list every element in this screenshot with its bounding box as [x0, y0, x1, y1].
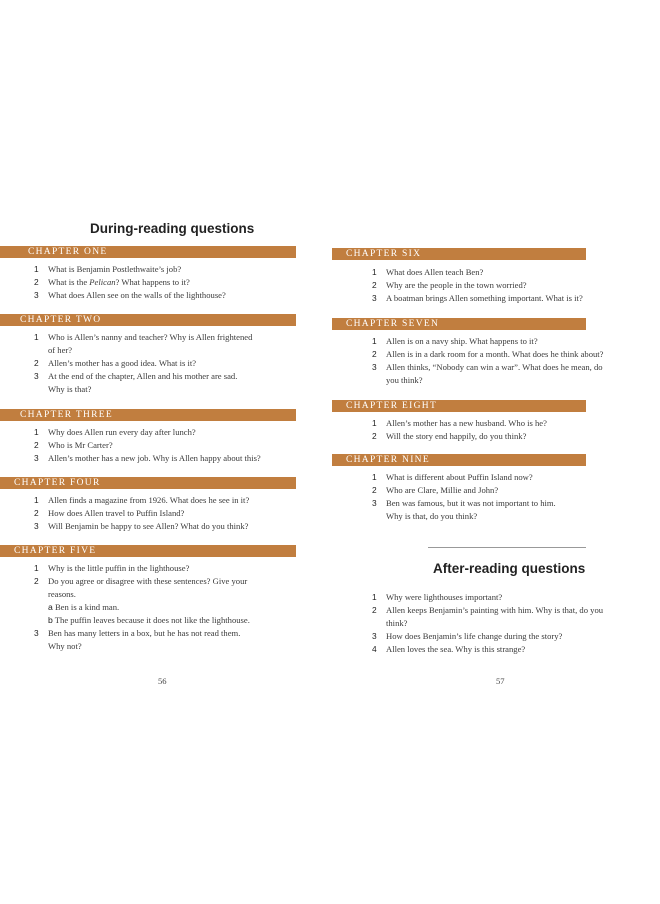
- list-item: 1 Allen finds a magazine from 1926. What does he see in it?: [34, 495, 250, 505]
- list-item: 3 A boatman brings Allen something important. What is it?: [372, 293, 583, 303]
- list-item: 3 What does Allen see on the walls of the lighthouse?: [34, 290, 226, 300]
- chapter-eight-heading: CHAPTER EIGHT: [332, 400, 586, 412]
- list-item: 1 What is Benjamin Postlethwaite’s job?: [34, 264, 182, 274]
- list-item: 2 Allen is in a dark room for a month. What does he think about?: [372, 349, 604, 359]
- list-item: 2 What is the Pelican? What happens to it?: [34, 277, 190, 287]
- list-item: 3 How does Benjamin’s life change during the story?: [372, 631, 563, 641]
- list-item: 2 Who is Mr Carter?: [34, 440, 113, 450]
- list-item: 3 Will Benjamin be happy to see Allen? What do you think?: [34, 521, 249, 531]
- list-item: 2 Do you agree or disagree with these sentences? Give your reasons.: [34, 576, 248, 599]
- during-reading-title: During-reading questions: [90, 221, 255, 236]
- list-item: 2 Allen’s mother has a good idea. What is it?: [34, 358, 197, 368]
- list-item: 3 At the end of the chapter, Allen and his mother are sad. Why is that?: [34, 371, 238, 394]
- chapter-three-heading: CHAPTER THREE: [0, 409, 296, 421]
- list-item: 2 Will the story end happily, do you think?: [372, 431, 527, 441]
- chapter-four-heading: CHAPTER FOUR: [0, 477, 296, 489]
- list-item: 1 Why does Allen run every day after lunch?: [34, 427, 196, 437]
- after-reading-title: After-reading questions: [433, 561, 586, 576]
- section-divider: [428, 547, 586, 548]
- chapter-two-heading: CHAPTER TWO: [0, 314, 296, 326]
- list-item: 3 Allen thinks, “Nobody can win a war”. What does he mean, do you think?: [372, 362, 603, 385]
- chapter-seven-heading: CHAPTER SEVEN: [332, 318, 586, 330]
- chapter-six-heading: CHAPTER SIX: [332, 248, 586, 260]
- sub-item-a: a Ben is a kind man.: [48, 602, 120, 612]
- pelican-italic: Pelican: [89, 277, 116, 287]
- chapter-nine-heading: CHAPTER NINE: [332, 454, 586, 466]
- list-item: 1 Why is the little puffin in the lighthouse?: [34, 563, 190, 573]
- page-number: 57: [496, 676, 505, 686]
- list-item: 1 What does Allen teach Ben?: [372, 267, 484, 277]
- list-item: 3 Ben has many letters in a box, but he has not read them. Why not?: [34, 628, 241, 651]
- list-item: 3 Allen’s mother has a new job. Why is Allen happy about this?: [34, 453, 261, 463]
- list-item: 3 Ben was famous, but it was not important to him. Why is that, do you think?: [372, 498, 556, 521]
- list-item: 1 Allen’s mother has a new husband. Who is he?: [372, 418, 547, 428]
- list-item: 1 Why were lighthouses important?: [372, 592, 503, 602]
- list-item: 2 Allen keeps Benjamin’s painting with him. Why is that, do you think?: [372, 605, 604, 628]
- list-item: 1 What is different about Puffin Island now?: [372, 472, 533, 482]
- chapter-five-heading: CHAPTER FIVE: [0, 545, 296, 557]
- list-item: 1 Who is Allen’s nanny and teacher? Why is Allen frightened of her?: [34, 332, 253, 355]
- page-number: 56: [158, 676, 167, 686]
- right-page: [330, 0, 660, 904]
- list-item: 2 Who are Clare, Millie and John?: [372, 485, 499, 495]
- list-item: 4 Allen loves the sea. Why is this strange?: [372, 644, 526, 654]
- list-item: 2 How does Allen travel to Puffin Island?: [34, 508, 185, 518]
- list-item: 2 Why are the people in the town worried?: [372, 280, 527, 290]
- chapter-one-heading: CHAPTER ONE: [0, 246, 296, 258]
- list-item: 1 Allen is on a navy ship. What happens to it?: [372, 336, 538, 346]
- sub-item-b: b The puffin leaves because it does not like the lighthouse.: [48, 615, 250, 625]
